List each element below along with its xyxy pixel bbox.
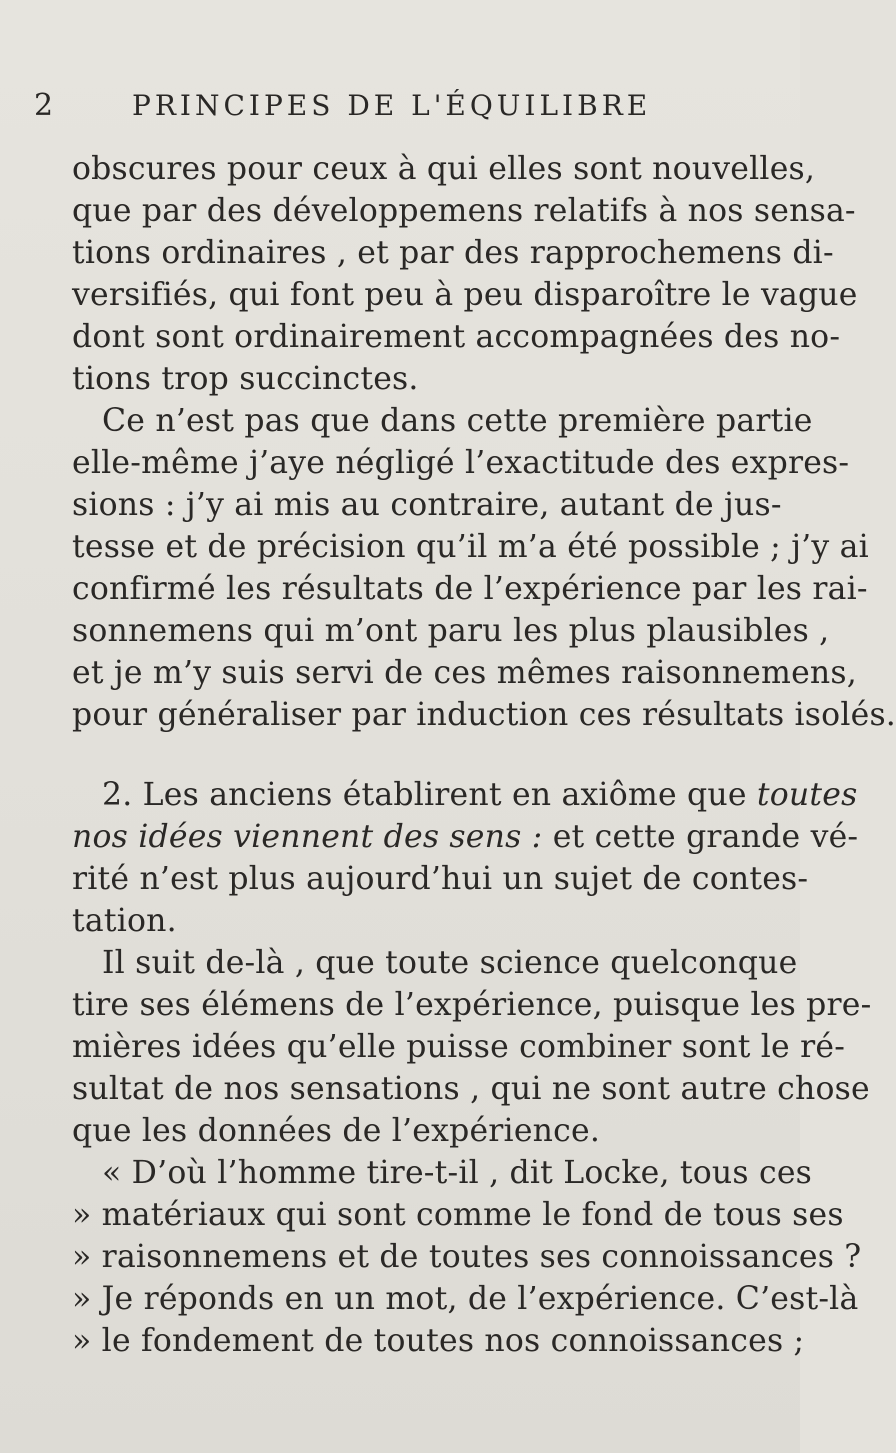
text-line: versifiés, qui font peu à peu disparoître le vague	[72, 277, 858, 313]
section-2-first-line	[72, 774, 858, 816]
text-line: tions ordinaires , et par des rapprochemens di-	[72, 235, 834, 271]
text-line: que par des développemens relatifs à nos sensa-	[72, 193, 856, 229]
page-number: 2	[34, 88, 55, 123]
text-line: sonnemens qui m’ont paru les plus plausibles ,	[72, 613, 830, 649]
quote-line: » matériaux qui sont comme le fond de tous ses	[72, 1197, 844, 1233]
quote-line: « D’où l’homme tire-t-il , dit Locke, tous ces	[102, 1155, 813, 1191]
text-line: sultat de nos sensations , qui ne sont autre chose	[72, 1071, 870, 1107]
section-2-italic-phrase: nos idées viennent des sens :	[72, 819, 553, 855]
section-gap	[72, 736, 770, 774]
section-2-lead: 2. Les anciens établirent en axiôme que	[102, 777, 757, 813]
text-line: sions : j’y ai mis au contraire, autant de jus-	[72, 487, 782, 523]
quote-line: » Je réponds en un mot, de l’expérience. C’est-là	[72, 1281, 859, 1317]
text-line: obscures pour ceux à qui elles sont nouvelles,	[72, 151, 816, 187]
section-2-rest: et cette grande vé-	[552, 819, 859, 855]
section-2	[72, 774, 859, 942]
text-line: Il suit de-là , que toute science quelconque	[102, 945, 798, 981]
text-line: Ce n’est pas que dans cette première partie	[102, 403, 813, 439]
page-header	[34, 88, 770, 148]
text-line: que les données de l’expérience.	[72, 1113, 601, 1149]
locke-quote	[72, 1152, 862, 1362]
running-title: PRINCIPES DE L'ÉQUILIBRE	[132, 89, 652, 122]
section-2-second-line	[72, 816, 859, 858]
text-line: rité n’est plus aujourd’hui un sujet de contes-	[72, 861, 809, 897]
text-line: tation.	[72, 903, 177, 939]
text-line: et je m’y suis servi de ces mêmes raisonnemens,	[72, 655, 857, 691]
section-2-italic-word: toutes	[756, 777, 858, 813]
text-line: elle-même j’aye négligé l’exactitude des expres-	[72, 445, 850, 481]
text-line: dont sont ordinairement accompagnées des no-	[72, 319, 841, 355]
text-line: confirmé les résultats de l’expérience par les rai-	[72, 571, 868, 607]
paragraph-2	[72, 400, 896, 736]
text-line: tesse et de précision qu’il m’a été possible ; j’y ai	[72, 529, 869, 565]
paragraph-1	[72, 148, 858, 400]
quote-line: » raisonnemens et de toutes ses connoissances ?	[72, 1239, 862, 1275]
text-line: mières idées qu’elle puisse combiner sont le ré-	[72, 1029, 846, 1065]
paragraph-4	[72, 942, 872, 1152]
text-line: tions trop succinctes.	[72, 361, 419, 397]
text-line: tire ses élémens de l’expérience, puisque les pre-	[72, 987, 872, 1023]
text-line: pour généraliser par induction ces résultats isolés.	[72, 697, 896, 733]
quote-line: » le fondement de toutes nos connoissances ;	[72, 1323, 805, 1359]
